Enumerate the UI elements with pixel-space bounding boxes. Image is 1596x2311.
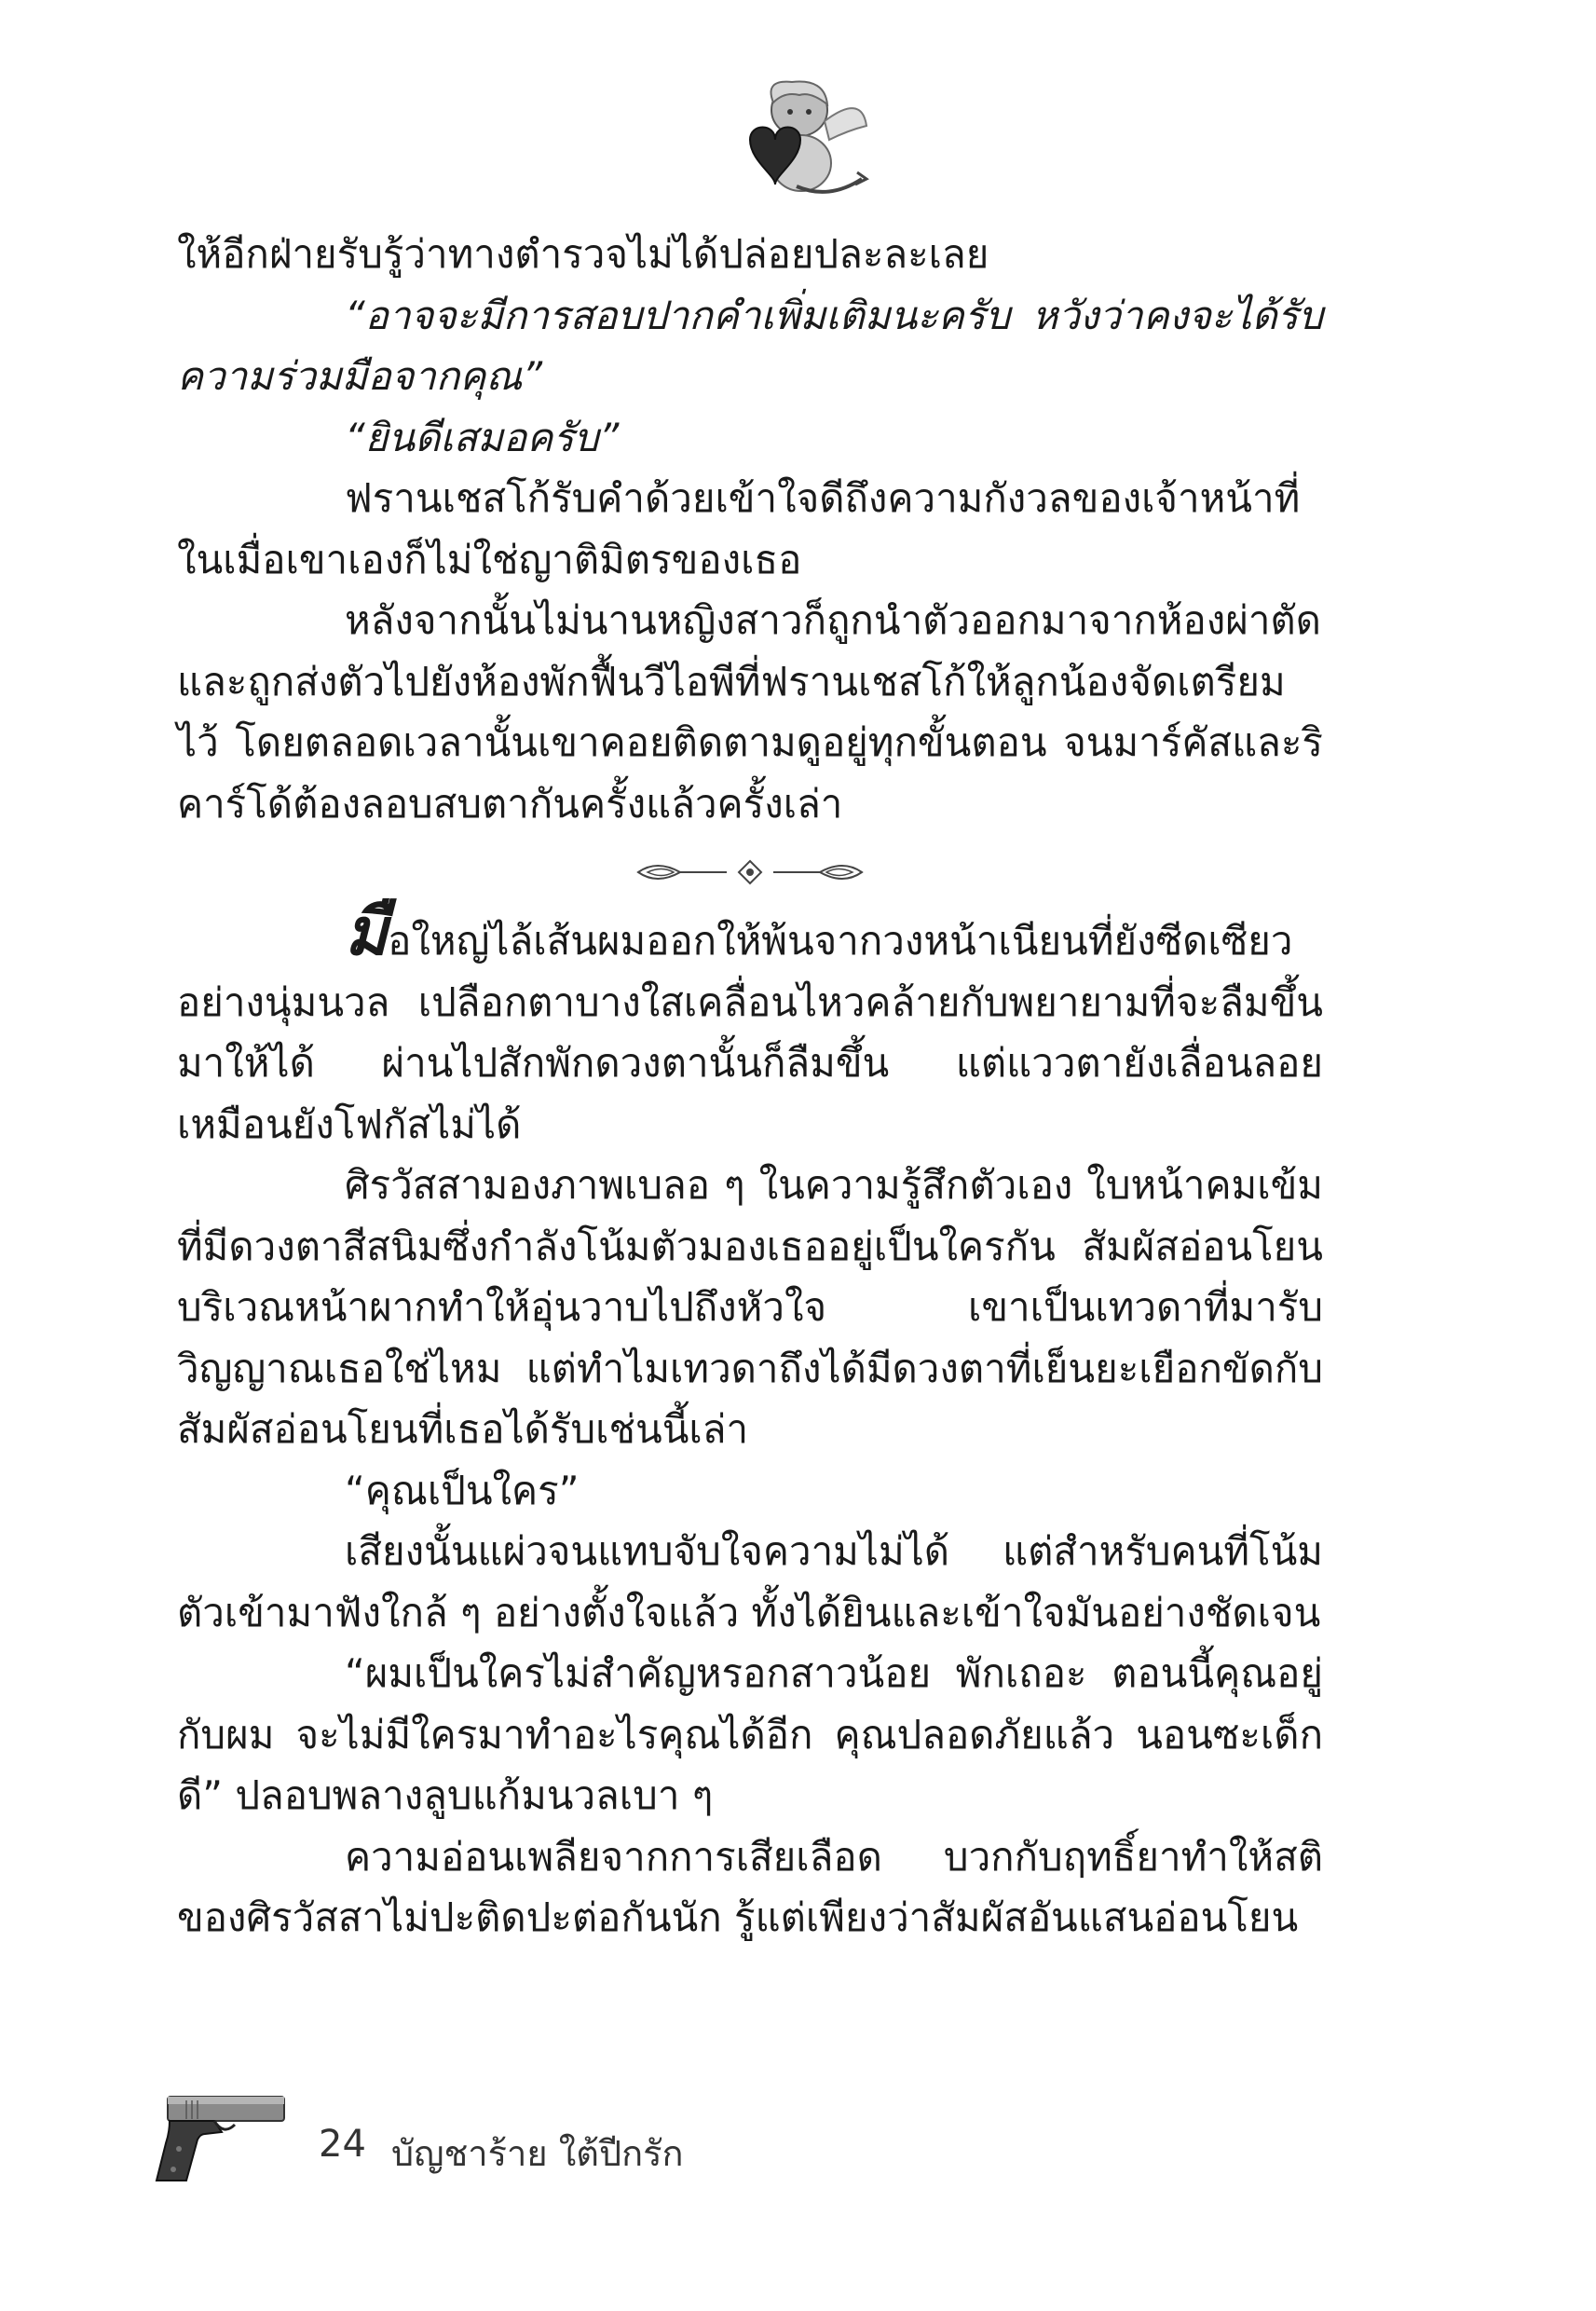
paragraph-9: “ผมเป็นใครไม่สำคัญหรอกสาวน้อย พักเถอะ ตอนนี้คุณอยู่กับผม จะไม่มีใครมาทำอะไรคุณได้อีก คุณปลอดภัยแล้ว นอนซะเด็กดี” ปลอบพลางลูบแก้มนวลเบา ๆ [177, 1650, 1323, 1818]
page-footer [149, 2087, 988, 2190]
paragraph-5: หลังจากนั้นไม่นานหญิงสาวก็ถูกนำตัวออกมาจากห้องผ่าตัดและถูกส่งตัวไปยังห้องพักฟื้นวีไอพีที่ฟรานเชสโก้ให้ลูกน้องจัดเตรียมไว้ โดยตลอดเวลานั้นเขาคอยติดตามดูอยู่ทุกขั้นตอน จนมาร์คัสและริคาร์โด้ต้องลอบสบตากันครั้งแล้วครั้งเล่า [177, 597, 1323, 827]
book-title: บัญชาร้าย ใต้ปีกรัก [391, 2133, 684, 2174]
cupid-with-heart-icon [708, 75, 876, 214]
dropcap-paragraph [177, 893, 1323, 1155]
paragraph-1: ให้อีกฝ่ายรับรู้ว่าทางตำรวจไม่ได้ปล่อยปละละเลย [177, 231, 989, 277]
drop-cap-letter: มื [345, 893, 389, 970]
paragraph-6: ศิรวัสสามองภาพเบลอ ๆ ในความรู้สึกตัวเอง ใบหน้าคมเข้มที่มีดวงตาสีสนิมซึ่งกำลังโน้มตัวมองเธออยู่เป็นใครกัน สัมผัสอ่อนโยนบริเวณหน้าผากทำให้อุ่นวาบไปถึงหัวใจ เขาเป็นเทวดาที่มารับวิญญาณเธอใช่ไหม แต่ทำไมเทวดาถึงได้มีดวงตาที่เย็นยะเยือกขัดกับสัมผัสอ่อนโยนที่เธอได้รับเช่นนี้เล่า [177, 1162, 1323, 1452]
paragraph-10: ความอ่อนเพลียจากการเสียเลือด บวกกับฤทธิ์ยาทำให้สติของศิรวัสสาไม่ปะติดปะต่อกันนัก รู้แต่เพียงว่าสัมผัสอันแสนอ่อนโยน [177, 1833, 1323, 1940]
pistol-icon [149, 2087, 289, 2185]
page-body [177, 224, 1323, 1949]
ornamental-divider-icon [629, 854, 871, 891]
paragraph-7: “คุณเป็นใคร” [345, 1467, 580, 1513]
paragraph-3: “ยินดีเสมอครับ” [345, 414, 620, 460]
page-number: 24 [319, 2123, 366, 2166]
paragraph-2: “อาจจะมีการสอบปากคำเพิ่มเติมนะครับ หวังว่าคงจะได้รับความร่วมมือจากคุณ” [177, 292, 1323, 399]
paragraph-8: เสียงนั้นแผ่วจนแทบจับใจความไม่ได้ แต่สำหรับคนที่โน้มตัวเข้ามาฟังใกล้ ๆ อย่างตั้งใจแล้ว ทั้งได้ยินและเข้าใจมันอย่างชัดเจน [177, 1528, 1323, 1635]
paragraph-4: ฟรานเชสโก้รับคำด้วยเข้าใจดีถึงความกังวลของเจ้าหน้าที่ในเมื่อเขาเองก็ไม่ใช่ญาติมิตรของเธอ [177, 475, 1301, 582]
dropcap-paragraph-text: อใหญ่ไล้เส้นผมออกให้พ้นจากวงหน้าเนียนที่ยังซีดเซียวอย่างนุ่มนวล เปลือกตาบางใสเคลื่อนไหวคล้ายกับพยายามที่จะลืมขึ้นมาให้ได้ ผ่านไปสักพักดวงตานั้นก็ลืมขึ้น แต่แววตายังเลื่อนลอยเหมือนยังโฟกัสไม่ได้ [177, 918, 1323, 1147]
